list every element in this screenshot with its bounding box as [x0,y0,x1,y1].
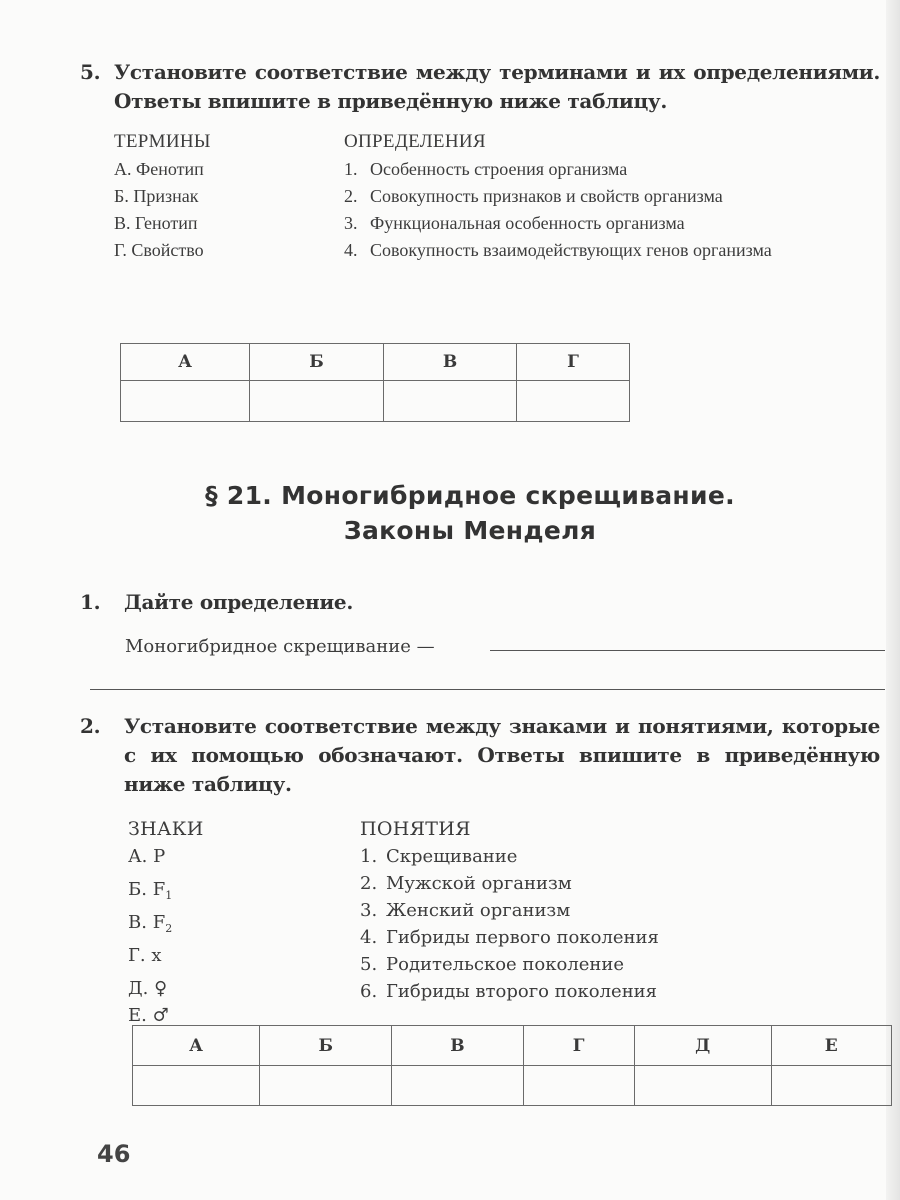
answer-cell[interactable] [260,1066,392,1106]
section-title-line-2: Законы Менделя [343,516,597,545]
section-title-line-1: § 21. Моногибридное скрещивание. [205,481,735,510]
sign-item: Е. ♂ [128,1005,169,1026]
answer-cell[interactable] [133,1066,260,1106]
definition-answer-line[interactable] [490,650,885,651]
sign-item: Б. $F_1$ [128,879,173,902]
task-1-heading [80,588,880,617]
answer-cell[interactable] [250,381,384,422]
table-answer-row [133,1066,892,1106]
signs-column [128,815,360,1029]
task-prompt: Установите соответствие между знаками и понятиями, которые с их помощью обозначают. Ответы впишите в приведённую ниже таблицу. [124,714,880,796]
concepts-title: ПОНЯТИЯ [360,818,471,840]
task-prompt: Дайте определение. [124,590,353,614]
sign-item: Г. x [128,945,162,966]
male-symbol-icon: ♂ [152,1005,169,1026]
definition-answer-line-2[interactable] [90,689,885,690]
terms-title: ТЕРМИНЫ [114,131,211,152]
signs-title: ЗНАКИ [128,818,204,840]
concept-item: 5. Родительское поколение [360,954,625,975]
sign-item: А. P [128,846,166,867]
table-header-cell: Б [250,344,384,381]
matching-columns [114,128,880,264]
concept-item: 1. Скрещивание [360,846,518,867]
concept-item: 4. Гибриды первого поколения [360,927,659,948]
concept-item: 2. Мужской организм [360,873,572,894]
definitions-title: ОПРЕДЕЛЕНИЯ [344,131,486,152]
answer-cell[interactable] [517,381,630,422]
female-symbol-icon: ♀ [154,978,168,999]
task-1 [80,588,880,617]
term-item: Б. Признак [114,186,199,206]
concept-item: 6. Гибриды второго поколения [360,981,658,1002]
definitions-column [344,128,880,264]
task-5-heading [80,58,880,116]
table-header-cell: Г [523,1026,634,1066]
table-answer-row [121,381,630,422]
task-number: 1. [80,590,101,614]
signs-matching-columns [128,815,659,1029]
sign-item: В. $F_2$ [128,912,173,935]
concepts-column [360,815,659,1029]
concept-item: 3. Женский организм [360,900,571,921]
term-item: В. Генотип [114,213,198,233]
definition-item: 4. Совокупность взаимодействующих генов организма [344,240,772,260]
answer-cell[interactable] [392,1066,523,1106]
answer-cell[interactable] [121,381,250,422]
page-number: 46 [97,1140,131,1168]
task-2-heading [80,712,880,799]
definition-term: Моногибридное скрещивание — [125,636,435,657]
term-item: А. Фенотип [114,159,204,179]
answer-cell[interactable] [771,1066,892,1106]
page-edge-shadow [886,0,900,1200]
task-2-answer-table [132,1025,892,1106]
answer-cell[interactable] [634,1066,771,1106]
table-header-cell: Д [634,1026,771,1066]
definition-item: 3. Функциональная особенность организма [344,213,685,233]
answer-cell[interactable] [384,381,517,422]
table-header-cell: В [392,1026,523,1066]
table-header-cell: Г [517,344,630,381]
table-header-row [133,1026,892,1066]
answer-cell[interactable] [523,1066,634,1106]
table-header-row [121,344,630,381]
task-number: 5. [80,60,101,84]
task-number: 2. [80,714,101,738]
table-header-cell: В [384,344,517,381]
task-5-answer-table [120,343,630,422]
table-header-cell: А [121,344,250,381]
task-2 [80,712,880,799]
table-header-cell: Е [771,1026,892,1066]
definition-item: 1. Особенность строения организма [344,159,628,179]
sign-item: Д. ♀ [128,978,168,999]
definition-item: 2. Совокупность признаков и свойств организма [344,186,723,206]
table-header-cell: Б [260,1026,392,1066]
task-5 [80,58,880,264]
table-header-cell: А [133,1026,260,1066]
terms-column [114,128,344,264]
task-prompt: Установите соответствие между терминами и их определениями. Ответы впишите в приведённую ниже таблицу. [114,60,880,113]
term-item: Г. Свойство [114,240,204,260]
